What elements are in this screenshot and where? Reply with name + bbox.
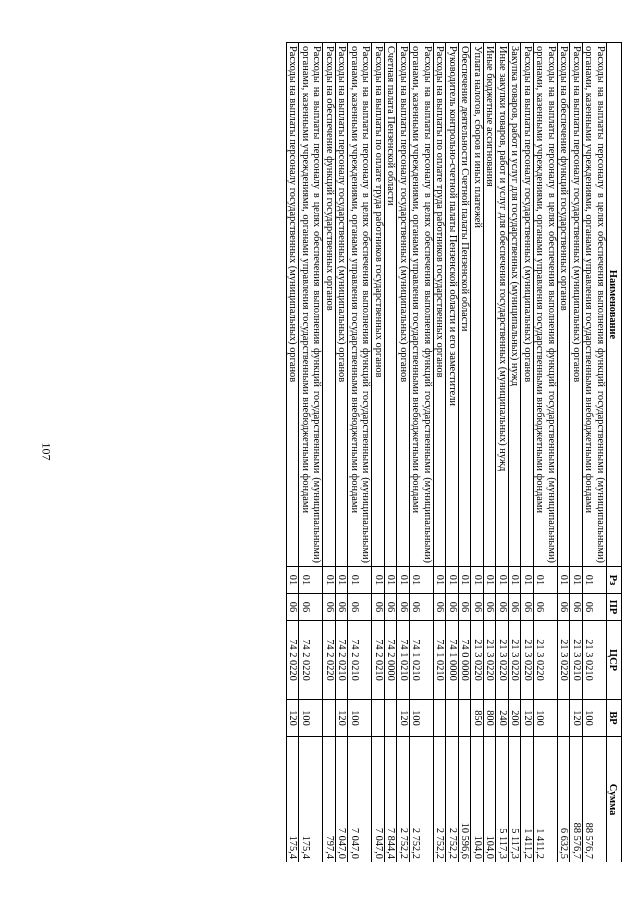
table-header-row [607, 43, 622, 863]
cell-pr: 06 [410, 594, 434, 621]
header-sum: Сумма [607, 737, 622, 863]
table-row [459, 43, 472, 863]
cell-csr: 74 0 0000 [459, 621, 472, 700]
cell-name: Счетная палата Пензенской области [385, 43, 398, 567]
table-row [348, 43, 372, 863]
cell-name: Расходы на выплаты персоналу государственных (муниципальных) органов [570, 43, 583, 567]
cell-vr: 100 [583, 700, 607, 737]
cell-sum: 88 576,7 [583, 737, 607, 863]
cell-vr [446, 700, 459, 737]
cell-rz: 01 [558, 567, 571, 594]
cell-rz: 01 [446, 567, 459, 594]
table-row [287, 43, 300, 863]
table-row [372, 43, 385, 863]
cell-name: Расходы на обеспечение функций государственных органов [323, 43, 336, 567]
cell-sum: 7 047,0 [348, 737, 372, 863]
table-row [385, 43, 398, 863]
cell-csr: 21 3 0210 [570, 621, 583, 700]
header-pr: ПР [607, 594, 622, 621]
cell-csr: 21 3 0210 [583, 621, 607, 700]
cell-pr: 06 [521, 594, 534, 621]
cell-name: Расходы на выплаты персоналу в целях обеспечения выполнения функций государственными (муниципальными) органами, казенными учреждениями, органами управления государственными внебюджетными фондами [348, 43, 372, 567]
cell-sum: 5 117,3 [496, 737, 509, 863]
cell-rz: 01 [323, 567, 336, 594]
cell-vr: 120 [336, 700, 349, 737]
cell-rz: 01 [484, 567, 497, 594]
cell-name: Закупка товаров, работ и услуг для государственных (муниципальных) нужд [509, 43, 522, 567]
cell-rz: 01 [459, 567, 472, 594]
cell-pr: 06 [287, 594, 300, 621]
cell-pr: 06 [397, 594, 410, 621]
cell-sum: 797,4 [323, 737, 336, 863]
budget-table [286, 42, 622, 862]
cell-sum: 1 411,2 [521, 737, 534, 863]
cell-name: Расходы на выплаты по оплате труда работников государственных органов [434, 43, 447, 567]
cell-name: Уплата налогов, сборов и иных платежей [471, 43, 484, 567]
cell-vr: 120 [287, 700, 300, 737]
cell-sum: 88 576,7 [570, 737, 583, 863]
cell-rz: 01 [348, 567, 372, 594]
cell-name: Расходы на выплаты персоналу в целях обеспечения выполнения функций государственными (муниципальными) органами, казенными учреждениями, органами управления государственными внебюджетными фондами [583, 43, 607, 567]
table-row [509, 43, 522, 863]
cell-pr: 06 [348, 594, 372, 621]
cell-vr [558, 700, 571, 737]
cell-csr: 74 2 0210 [372, 621, 385, 700]
table-row [484, 43, 497, 863]
table-row [323, 43, 336, 863]
cell-vr: 120 [521, 700, 534, 737]
cell-sum: 7 047,0 [336, 737, 349, 863]
cell-name: Расходы на выплаты персоналу государственных (муниципальных) органов [521, 43, 534, 567]
cell-pr: 06 [323, 594, 336, 621]
budget-table-container [82, 42, 622, 862]
cell-pr: 06 [434, 594, 447, 621]
cell-sum: 6 632,5 [558, 737, 571, 863]
cell-rz: 01 [583, 567, 607, 594]
cell-name: Иные бюджетные ассигнования [484, 43, 497, 567]
cell-name: Иные закупки товаров, работ и услуг для обеспечения государственных (муниципальных) нужд [496, 43, 509, 567]
cell-sum: 175,4 [299, 737, 323, 863]
page-number: 107 [39, 442, 54, 461]
table-row [299, 43, 323, 863]
cell-vr: 100 [299, 700, 323, 737]
cell-csr: 21 3 0220 [558, 621, 571, 700]
cell-rz: 01 [496, 567, 509, 594]
cell-csr: 74 1 0000 [446, 621, 459, 700]
cell-csr: 74 1 0210 [410, 621, 434, 700]
cell-pr: 06 [299, 594, 323, 621]
cell-pr: 06 [534, 594, 558, 621]
cell-pr: 06 [385, 594, 398, 621]
header-name: Наименование [607, 43, 622, 567]
cell-name: Расходы на выплаты персоналу в целях обеспечения выполнения функций государственными (муниципальными) органами, казенными учреждениями, органами управления государственными внебюджетными фондами [534, 43, 558, 567]
cell-vr [459, 700, 472, 737]
cell-vr [434, 700, 447, 737]
cell-vr: 800 [484, 700, 497, 737]
cell-pr: 06 [509, 594, 522, 621]
cell-csr: 74 2 0220 [323, 621, 336, 700]
cell-name: Расходы на выплаты персоналу государственных (муниципальных) органов [287, 43, 300, 567]
cell-csr: 21 3 0220 [471, 621, 484, 700]
cell-rz: 01 [336, 567, 349, 594]
table-row [434, 43, 447, 863]
cell-pr: 06 [446, 594, 459, 621]
cell-name: Расходы на обеспечение функций государственных органов [558, 43, 571, 567]
cell-name: Расходы на выплаты по оплате труда работников государственных органов [372, 43, 385, 567]
cell-vr: 100 [534, 700, 558, 737]
cell-sum: 104,0 [471, 737, 484, 863]
cell-pr: 06 [484, 594, 497, 621]
cell-rz: 01 [534, 567, 558, 594]
cell-csr: 21 3 0220 [521, 621, 534, 700]
cell-sum: 2 752,2 [434, 737, 447, 863]
cell-csr: 74 2 0220 [287, 621, 300, 700]
cell-sum: 1 411,2 [534, 737, 558, 863]
cell-csr: 74 1 0210 [434, 621, 447, 700]
cell-vr: 100 [348, 700, 372, 737]
cell-vr [372, 700, 385, 737]
cell-rz: 01 [434, 567, 447, 594]
cell-sum: 2 752,2 [410, 737, 434, 863]
cell-rz: 01 [372, 567, 385, 594]
cell-sum: 2 752,2 [397, 737, 410, 863]
table-row [521, 43, 534, 863]
cell-csr: 74 1 0210 [397, 621, 410, 700]
table-row [336, 43, 349, 863]
cell-csr: 74 2 0220 [299, 621, 323, 700]
rotated-page-content [286, 42, 622, 862]
cell-vr: 120 [570, 700, 583, 737]
table-row [534, 43, 558, 863]
cell-pr: 06 [459, 594, 472, 621]
cell-sum: 5 117,3 [509, 737, 522, 863]
table-row [496, 43, 509, 863]
cell-csr: 74 2 0210 [348, 621, 372, 700]
cell-pr: 06 [583, 594, 607, 621]
cell-pr: 06 [372, 594, 385, 621]
cell-sum: 104,0 [484, 737, 497, 863]
cell-pr: 06 [336, 594, 349, 621]
header-rz: Рз [607, 567, 622, 594]
table-row [410, 43, 434, 863]
cell-vr [385, 700, 398, 737]
cell-sum: 7 844,4 [385, 737, 398, 863]
cell-sum: 2 752,2 [446, 737, 459, 863]
cell-rz: 01 [471, 567, 484, 594]
cell-rz: 01 [385, 567, 398, 594]
cell-rz: 01 [287, 567, 300, 594]
table-row [583, 43, 607, 863]
cell-sum: 10 596,6 [459, 737, 472, 863]
table-row [397, 43, 410, 863]
cell-name: Расходы на выплаты персоналу в целях обеспечения выполнения функций государственными (муниципальными) органами, казенными учреждениями, органами управления государственными внебюджетными фондами [299, 43, 323, 567]
cell-name: Расходы на выплаты персоналу в целях обеспечения выполнения функций государственными (муниципальными) органами, казенными учреждениями, органами управления государственными внебюджетными фондами [410, 43, 434, 567]
table-body [287, 43, 607, 863]
cell-rz: 01 [509, 567, 522, 594]
cell-csr: 74 2 0000 [385, 621, 398, 700]
cell-rz: 01 [299, 567, 323, 594]
header-vr: ВР [607, 700, 622, 737]
cell-vr [323, 700, 336, 737]
cell-rz: 01 [521, 567, 534, 594]
cell-vr: 100 [410, 700, 434, 737]
table-row [446, 43, 459, 863]
table-row [471, 43, 484, 863]
cell-csr: 21 3 0220 [534, 621, 558, 700]
cell-pr: 06 [471, 594, 484, 621]
cell-sum: 7 047,0 [372, 737, 385, 863]
cell-name: Расходы на выплаты персоналу государственных (муниципальных) органов [336, 43, 349, 567]
cell-name: Руководитель контрольно-счетной палаты Пензенской области и его заместители [446, 43, 459, 567]
cell-vr: 240 [496, 700, 509, 737]
cell-vr: 850 [471, 700, 484, 737]
cell-rz: 01 [397, 567, 410, 594]
cell-rz: 01 [410, 567, 434, 594]
cell-pr: 06 [496, 594, 509, 621]
cell-vr: 200 [509, 700, 522, 737]
cell-csr: 21 3 0220 [509, 621, 522, 700]
cell-rz: 01 [570, 567, 583, 594]
cell-name: Обеспечение деятельности Счетной палаты Пензенской области [459, 43, 472, 567]
cell-sum: 175,4 [287, 737, 300, 863]
header-csr: ЦСР [607, 621, 622, 700]
cell-pr: 06 [558, 594, 571, 621]
cell-csr: 21 3 0220 [484, 621, 497, 700]
table-row [570, 43, 583, 863]
table-row [558, 43, 571, 863]
cell-csr: 74 2 0210 [336, 621, 349, 700]
cell-vr: 120 [397, 700, 410, 737]
cell-pr: 06 [570, 594, 583, 621]
cell-name: Расходы на выплаты персоналу государственных (муниципальных) органов [397, 43, 410, 567]
cell-csr: 21 3 0220 [496, 621, 509, 700]
